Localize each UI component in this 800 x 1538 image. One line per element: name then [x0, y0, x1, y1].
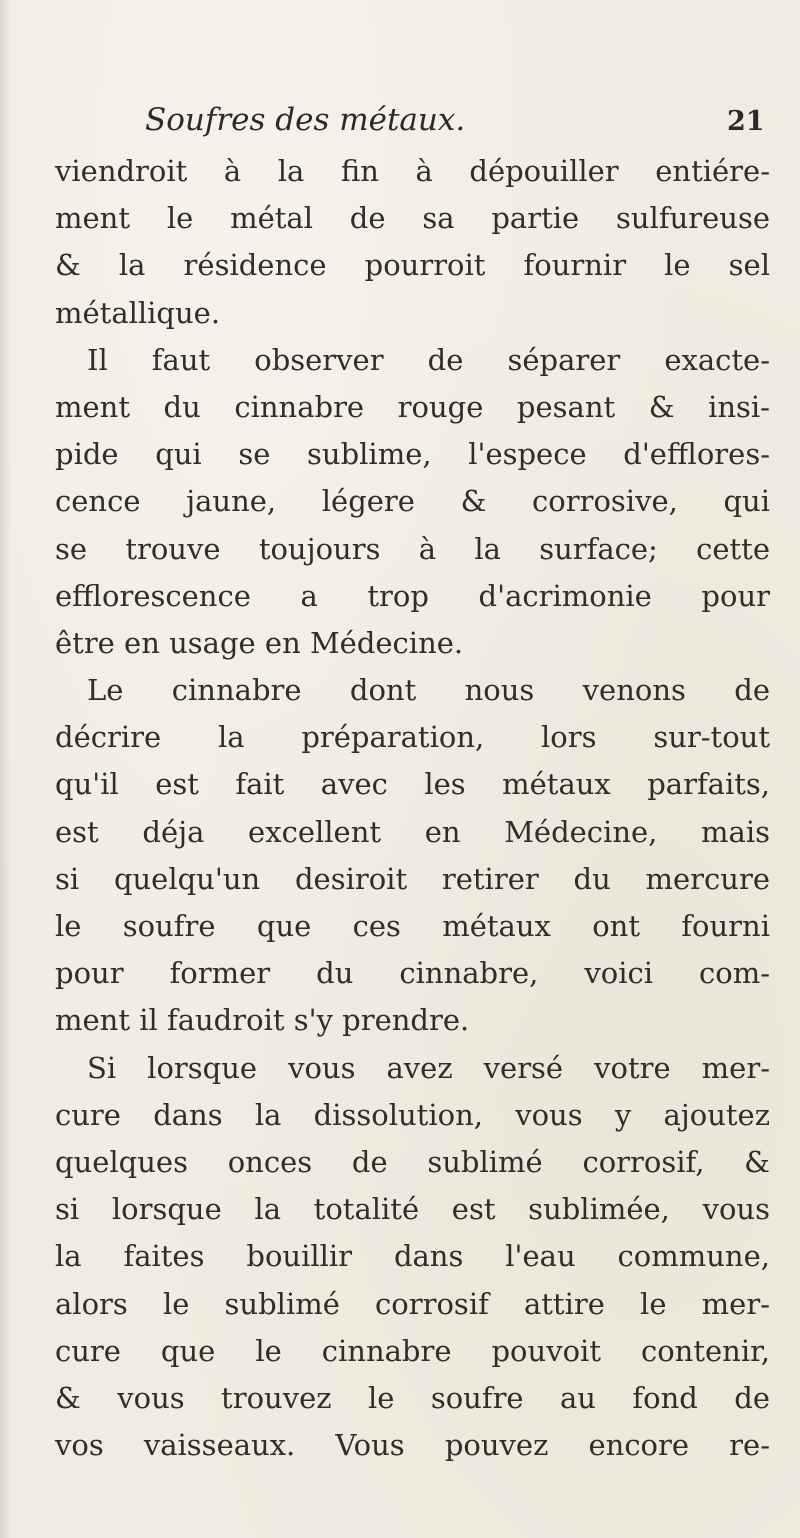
text-line: si quelqu'un desiroit retirer du mercure — [55, 861, 770, 896]
body-text — [55, 148, 770, 1469]
text-line: Le cinnabre dont nous venons de — [87, 673, 770, 708]
text-line: & vous trouvez le soufre au fond de — [55, 1380, 770, 1415]
text-line: ment le métal de sa partie sulfureuse — [55, 201, 770, 236]
text-line: quelques onces de sublimé corrosif, & — [55, 1144, 770, 1179]
text-line: Si lorsque vous avez versé votre mer- — [87, 1050, 770, 1085]
text-line: efflorescence a trop d'acrimonie pour — [55, 578, 770, 613]
text-line: métallique. — [55, 295, 221, 330]
text-line: Il faut observer de séparer exacte- — [87, 342, 770, 377]
text-line: ment il faudroit s'y prendre. — [55, 1003, 470, 1038]
running-title: Soufres des métaux. — [145, 102, 466, 138]
page-number: 21 — [727, 106, 765, 137]
text-line: & la résidence pourroit fournir le sel — [55, 248, 770, 283]
text-line: cure dans la dissolution, vous y ajoutez — [55, 1097, 770, 1132]
text-line: cure que le cinnabre pouvoit contenir, — [55, 1333, 770, 1368]
text-line: pide qui se sublime, l'espece d'efflores- — [55, 437, 770, 472]
text-line: décrire la préparation, lors sur-tout — [55, 720, 770, 755]
text-line: se trouve toujours à la surface; cette — [55, 531, 770, 566]
text-line: être en usage en Médecine. — [55, 625, 464, 660]
text-line: le soufre que ces métaux ont fourni — [55, 909, 770, 943]
text-line: ment du cinnabre rouge pesant & insi- — [55, 389, 770, 424]
text-line: la faites bouillir dans l'eau commune, — [55, 1239, 770, 1274]
text-line: alors le sublimé corrosif attire le mer- — [55, 1286, 770, 1321]
page-gutter-shadow — [0, 0, 12, 1538]
text-line: viendroit à la fin à dépouiller entiére- — [55, 154, 770, 188]
text-line: est déja excellent en Médecine, mais — [55, 814, 770, 849]
page-header — [0, 102, 800, 152]
text-line: si lorsque la totalité est sublimée, vous — [55, 1192, 770, 1227]
text-line: vos vaisseaux. Vous pouvez encore re- — [55, 1428, 770, 1463]
text-line: qu'il est fait avec les métaux parfaits, — [55, 767, 770, 802]
text-line: pour former du cinnabre, voici com- — [55, 956, 770, 991]
text-line: cence jaune, légere & corrosive, qui — [55, 484, 770, 519]
